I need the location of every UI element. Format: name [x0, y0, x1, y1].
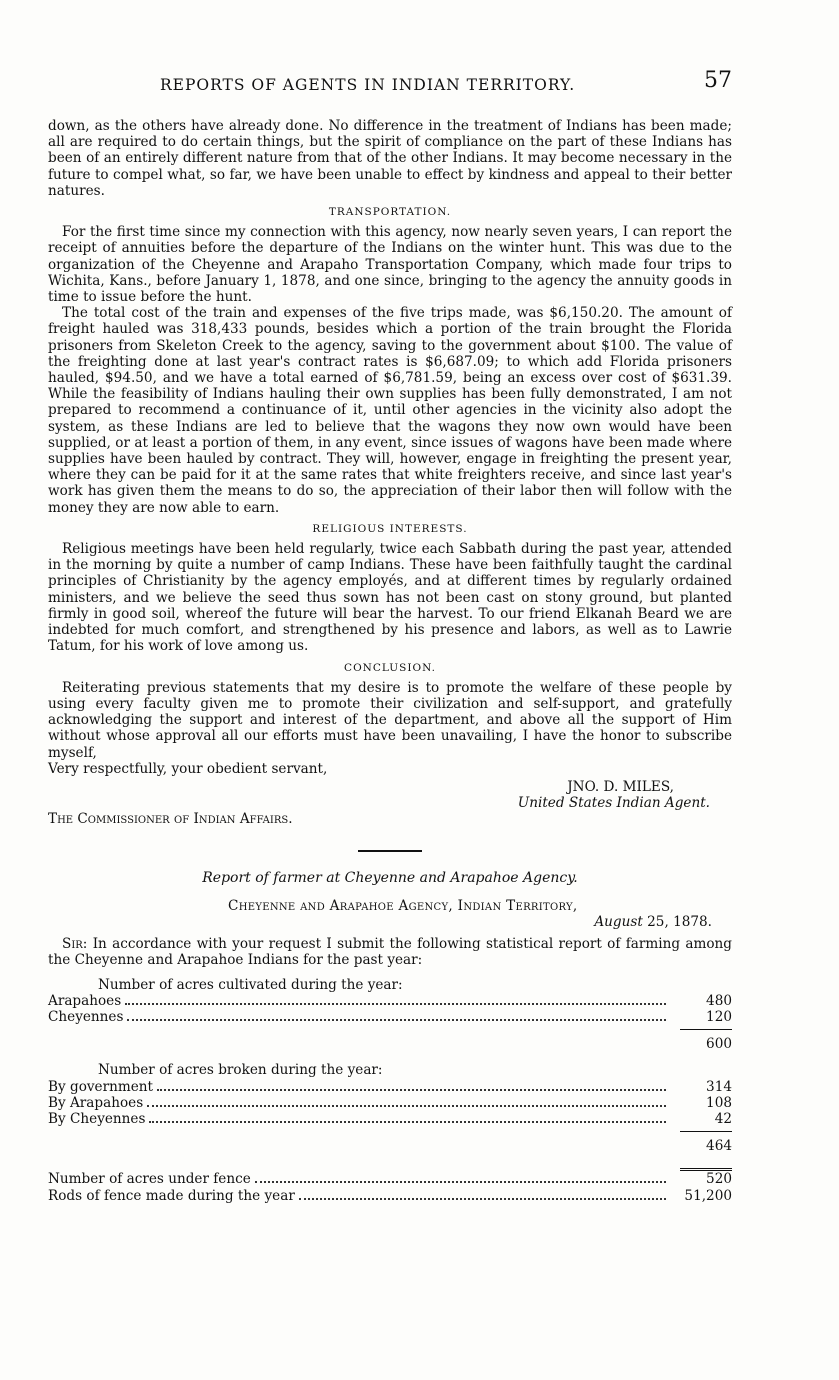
- leader-dots: [157, 1089, 666, 1091]
- row-value: 520: [706, 1171, 732, 1188]
- document-body: [48, 118, 732, 1204]
- broken-total: 464: [706, 1138, 732, 1155]
- row-label: Rods of fence made during the year: [48, 1187, 295, 1204]
- table-row: [48, 1095, 732, 1111]
- table-row: [48, 1188, 732, 1204]
- running-header: [48, 68, 732, 102]
- report-intro-text: In accordance with your request I submit the following statistical report of farming among the Cheyenne and Arapahoe Indians for the past year:: [48, 936, 732, 969]
- section-heading-religious: RELIGIOUS INTERESTS.: [312, 522, 468, 535]
- row-value: 42: [714, 1110, 732, 1127]
- religious-paragraph: Religious meetings have been held regularly, twice each Sabbath during the past year, attended in the morning by quite a number of camp Indians. These have been faithfully taught the cardinal principles of Christianity by the agency employés, and at different times by regularly ordained ministers, and we believe the seed thus sown has not been cast on stony ground, but planted firmly in good soil, whereof the future will bear the harvest. To our friend Elkanah Beard we are indebted for much comfort, and strengthened by his presence and labors, as well as to Lawrie Tatum, for his work of love among us.: [48, 541, 732, 655]
- row-label: Arapahoes: [48, 992, 122, 1009]
- table-row: [48, 993, 732, 1009]
- running-title: REPORTS OF AGENTS IN INDIAN TERRITORY.: [160, 76, 576, 94]
- row-value: 120: [706, 1008, 732, 1025]
- cultivated-total: 600: [706, 1036, 732, 1053]
- continued-paragraph: down, as the others have already done. No difference in the treatment of Indians has been made; all are required to do certain things, but the spirit of compliance on the part of these Indians has been of an entirely different nature from that of the other Indians. It may become necessary in the future to compel what, so far, we have been unable to effect by kindness and appeal to their better natures.: [48, 118, 732, 199]
- signature-block: [48, 779, 732, 811]
- dateline-date: [48, 914, 732, 930]
- broken-heading: Number of acres broken during the year:: [98, 1062, 383, 1079]
- sum-rule: [48, 1131, 732, 1132]
- dateline-place: Cheyenne and Arapahoe Agency, Indian Territory,: [228, 897, 578, 914]
- transportation-paragraph-2: The total cost of the train and expenses of the five trips made, was $6,150.20. The amount of freight hauled was 318,433 pounds, besides which a portion of the train brought the Florida prisoners from Skeleton Creek to the agency, saving to the government about $100. The value of the freighting done at last year's contract rates is $6,687.09; to which add Florida prisoners hauled, $94.50, and we have a total earned of $6,781.59, being an excess over cost of $631.39. While the feasibility of Indians hauling their own supplies has been fully demonstrated, I am not prepared to recommend a continuance of it, until other agencies in the vicinity also adopt the system, as these Indians are led to believe that the wagons they now own would have been supplied, or at least a portion of them, in any event, since issues of wagons have been made where supplies have been hauled by contract. They will, however, engage in freighting the present year, where they can be paid for it at the same rates that white freighters receive, and since last year's work has given them the means to do so, the appreciation of their labor then will follow with the money they are now able to earn.: [48, 305, 732, 516]
- dateline-day-year: 25, 1878.: [647, 913, 712, 930]
- fence-table: [48, 1171, 732, 1203]
- cultivated-table: [48, 993, 732, 1053]
- leader-dots: [255, 1181, 666, 1183]
- signature-name: JNO. D. MILES,: [567, 778, 674, 795]
- page-number: 57: [704, 68, 732, 93]
- signature-title: United States Indian Agent.: [517, 795, 710, 812]
- table-row: [48, 1171, 732, 1187]
- row-label: Number of acres under fence: [48, 1171, 251, 1188]
- leader-dots: [125, 1003, 666, 1005]
- leader-dots: [299, 1198, 666, 1200]
- row-label: Cheyennes: [48, 1008, 124, 1025]
- row-label: By Cheyennes: [48, 1110, 146, 1127]
- row-value: 480: [706, 992, 732, 1009]
- leader-dots: [149, 1121, 666, 1123]
- salutation: Sir:: [62, 936, 88, 953]
- row-label: By government: [48, 1078, 154, 1095]
- conclusion-paragraph: Reiterating previous statements that my desire is to promote the welfare of these people by using every faculty given me to promote their civilization and self-support, and gratefully acknowledging the support and interest of the department, and above all the support of Him without whose approval all our efforts must have been unavailing, I have the honor to subscribe myself,: [48, 679, 732, 761]
- table-row: [48, 1009, 732, 1025]
- sum-rule: [48, 1029, 732, 1030]
- table-row: [48, 1111, 732, 1127]
- row-label: By Arapahoes: [48, 1094, 144, 1111]
- dateline-month: August: [594, 913, 643, 930]
- leader-dots: [147, 1105, 666, 1107]
- cultivated-heading: Number of acres cultivated during the year:: [98, 976, 403, 993]
- farmer-report-title: Report of farmer at Cheyenne and Arapahoe Agency.: [202, 869, 578, 886]
- section-heading-transportation: TRANSPORTATION.: [328, 206, 452, 219]
- transportation-paragraph-1: For the first time since my connection with this agency, now nearly seven years, I can report the receipt of annuities before the departure of the Indians on the winter hunt. This was due to the organization of the Cheyenne and Arapaho Transportation Company, which made four trips to Wichita, Kans., before January 1, 1878, and one since, bringing to the agency the annuity goods in time to issue before the hunt.: [48, 224, 732, 306]
- section-divider: [358, 850, 422, 852]
- addressee: The Commissioner of Indian Affairs.: [48, 811, 293, 828]
- row-value: 108: [706, 1094, 732, 1111]
- section-heading-conclusion: CONCLUSION.: [344, 661, 436, 674]
- broken-table: [48, 1079, 732, 1155]
- row-value: 51,200: [684, 1187, 732, 1204]
- closing-salutation: Very respectfully, your obedient servant,: [48, 760, 328, 777]
- row-value: 314: [706, 1078, 732, 1095]
- report-intro: [48, 936, 732, 968]
- table-row: [48, 1079, 732, 1095]
- leader-dots: [127, 1019, 666, 1021]
